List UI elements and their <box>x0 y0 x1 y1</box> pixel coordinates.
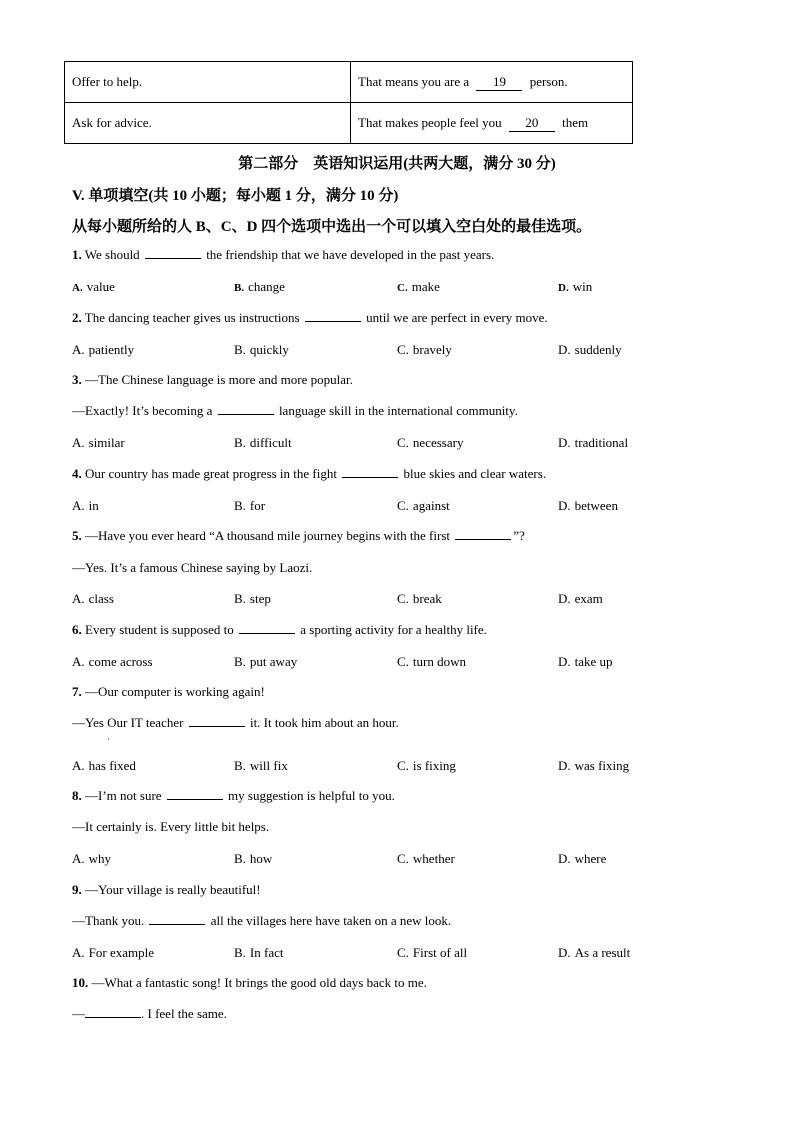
option-d[interactable] <box>558 591 603 607</box>
option-a[interactable] <box>72 498 99 514</box>
option-letter: C. <box>397 654 409 669</box>
option-text: difficult <box>249 435 292 450</box>
question-text: —I’m not sure <box>85 788 162 803</box>
question-text: —Exactly! It’s becoming a <box>72 403 213 418</box>
option-letter: B. <box>234 654 246 669</box>
option-a[interactable] <box>72 435 125 451</box>
question-number: 4. <box>72 466 82 481</box>
question-number: 8. <box>72 788 82 803</box>
question-8 <box>72 788 395 804</box>
option-letter: D. <box>558 342 571 357</box>
question-text: Every student is supposed to <box>85 622 234 637</box>
option-letter: C. <box>397 945 409 960</box>
question-text: language skill in the international community. <box>278 403 518 418</box>
option-text: step <box>249 591 271 606</box>
option-text: was fixing <box>574 758 630 773</box>
question-number: 7. <box>72 684 82 699</box>
option-c[interactable] <box>397 591 442 607</box>
option-text: will fix <box>249 758 288 773</box>
option-text: For example <box>88 945 154 960</box>
question-number: 2. <box>72 310 82 325</box>
answer-blank[interactable] <box>145 247 201 259</box>
section-title: 第二部分 英语知识运用(共两大题，满分 30 分) <box>238 156 556 172</box>
communication-table <box>64 61 633 144</box>
option-letter: D. <box>558 435 571 450</box>
question-text: The dancing teacher gives us instructions <box>84 310 300 325</box>
question-text: Our country has made great progress in the fight <box>85 466 337 481</box>
question-text: the friendship that we have developed in the past years. <box>206 247 495 262</box>
option-letter: A. <box>72 435 85 450</box>
option-letter: B. <box>234 282 245 294</box>
option-text: change <box>248 279 285 294</box>
option-text: for <box>249 498 266 513</box>
option-letter: D. <box>558 945 571 960</box>
cell-text: That means you are a <box>358 73 470 89</box>
answer-blank[interactable] <box>167 788 223 800</box>
option-letter: A. <box>72 498 85 513</box>
option-c[interactable] <box>397 279 440 295</box>
option-text: bravely <box>412 342 452 357</box>
option-b[interactable] <box>234 342 289 358</box>
option-text: win <box>572 279 593 294</box>
question-10-reply <box>72 1006 227 1022</box>
answer-blank[interactable] <box>305 310 361 322</box>
question-5-reply <box>72 560 312 576</box>
answer-blank[interactable] <box>455 528 511 540</box>
option-c[interactable] <box>397 435 463 451</box>
question-number: 6. <box>72 622 82 637</box>
question-3-reply <box>72 403 518 419</box>
option-letter: A. <box>72 758 85 773</box>
option-b[interactable] <box>234 654 297 670</box>
question-number: 3. <box>72 372 82 387</box>
option-text: turn down <box>412 654 467 669</box>
option-letter: B. <box>234 498 246 513</box>
option-letter: C. <box>397 498 409 513</box>
option-d[interactable] <box>558 654 613 670</box>
question-text: —It certainly is. Every little bit helps. <box>72 819 270 834</box>
option-text: necessary <box>412 435 464 450</box>
table-cell-left: Offer to help. <box>65 62 351 103</box>
option-c[interactable] <box>397 851 455 867</box>
option-letter: A. <box>72 591 85 606</box>
answer-blank[interactable] <box>85 1006 141 1018</box>
question-text: —Have you ever heard “A thousand mile journey begins with the first <box>85 528 450 543</box>
option-b[interactable] <box>234 758 288 774</box>
question-text: all the villages here have taken on a new look. <box>210 913 452 928</box>
option-d[interactable] <box>558 498 618 514</box>
option-text: why <box>88 851 112 866</box>
question-8-reply <box>72 819 269 835</box>
option-letter: D. <box>558 654 571 669</box>
option-text: traditional <box>574 435 629 450</box>
option-letter: B. <box>234 851 246 866</box>
option-a[interactable] <box>72 945 154 961</box>
table-cell-right <box>351 103 633 144</box>
option-d[interactable] <box>558 851 606 867</box>
option-b[interactable] <box>234 591 271 607</box>
option-text: how <box>249 851 273 866</box>
question-1 <box>72 247 494 263</box>
question-9 <box>72 882 261 898</box>
option-a[interactable] <box>72 758 136 774</box>
question-text: —What a fantastic song! It brings the good old days back to me. <box>91 975 427 990</box>
option-letter: D. <box>558 498 571 513</box>
question-text: —Yes. It’s a famous Chinese saying by Laozi. <box>72 560 313 575</box>
option-text: whether <box>412 851 455 866</box>
option-text: As a result <box>574 945 631 960</box>
option-a[interactable] <box>72 591 114 607</box>
question-text: my suggestion is helpful to you. <box>228 788 395 803</box>
option-text: exam <box>574 591 603 606</box>
option-text: break <box>412 591 442 606</box>
option-text: First of all <box>412 945 468 960</box>
option-d[interactable] <box>558 945 630 961</box>
option-letter: A. <box>72 945 85 960</box>
table-cell-left: Ask for advice. <box>65 103 351 144</box>
question-text: a sporting activity for a healthy life. <box>300 622 487 637</box>
question-text: — <box>72 1006 85 1021</box>
option-text: In fact <box>249 945 284 960</box>
question-4 <box>72 466 546 482</box>
option-text: where <box>574 851 607 866</box>
answer-blank[interactable] <box>342 466 398 478</box>
question-text: until we are perfect in every move. <box>366 310 548 325</box>
table-row <box>65 103 633 144</box>
question-7-reply <box>72 715 399 731</box>
option-d[interactable] <box>558 435 628 451</box>
question-text: . I feel the same. <box>141 1006 227 1021</box>
option-letter: D. <box>558 591 571 606</box>
question-text: We should <box>84 247 140 262</box>
answer-blank[interactable] <box>218 403 274 415</box>
option-b[interactable] <box>234 851 272 867</box>
option-b[interactable] <box>234 498 265 514</box>
option-d[interactable] <box>558 758 629 774</box>
option-letter: A. <box>72 851 85 866</box>
option-text: has fixed <box>88 758 136 773</box>
option-text: take up <box>574 654 613 669</box>
option-letter: C. <box>397 591 409 606</box>
option-text: come across <box>88 654 153 669</box>
option-letter: D. <box>558 851 571 866</box>
question-10 <box>72 975 427 991</box>
answer-blank[interactable] <box>149 913 205 925</box>
option-c[interactable] <box>397 654 466 670</box>
option-letter: C. <box>397 435 409 450</box>
option-letter: C. <box>397 851 409 866</box>
option-letter: B. <box>234 945 246 960</box>
option-d[interactable] <box>558 279 592 295</box>
option-letter: C. <box>397 282 408 294</box>
question-text: —The Chinese language is more and more popular. <box>85 372 353 387</box>
option-letter: C. <box>397 758 409 773</box>
table-row <box>65 62 633 103</box>
option-a[interactable] <box>72 279 115 295</box>
option-text: patiently <box>88 342 135 357</box>
question-2 <box>72 310 548 326</box>
question-5 <box>72 528 525 544</box>
option-letter: D. <box>558 758 571 773</box>
option-text: similar <box>88 435 125 450</box>
option-letter: A. <box>72 654 85 669</box>
table-cell-right <box>351 62 633 103</box>
option-b[interactable] <box>234 435 292 451</box>
option-letter: A. <box>72 342 85 357</box>
option-b[interactable] <box>234 945 283 961</box>
option-a[interactable] <box>72 654 153 670</box>
question-number: 1. <box>72 247 82 262</box>
question-text: —Yes Our IT teacher <box>72 715 184 730</box>
instruction: 从每小题所给的人 B、C、D 四个选项中选出一个可以填入空白处的最佳选项。 <box>72 219 592 235</box>
question-number: 5. <box>72 528 82 543</box>
answer-blank: 20 <box>509 115 555 132</box>
option-letter: B. <box>234 591 246 606</box>
question-number: 10. <box>72 975 89 990</box>
question-number: 9. <box>72 882 82 897</box>
answer-blank[interactable] <box>189 715 245 727</box>
answer-blank: 19 <box>476 74 522 91</box>
question-6 <box>72 622 487 638</box>
question-9-reply <box>72 913 451 929</box>
option-a[interactable] <box>72 851 111 867</box>
option-text: between <box>574 498 618 513</box>
option-letter: B. <box>234 758 246 773</box>
option-a[interactable] <box>72 342 134 358</box>
option-c[interactable] <box>397 498 450 514</box>
option-letter: B. <box>234 435 246 450</box>
option-text: quickly <box>249 342 289 357</box>
part-heading: V. 单项填空(共 10 小题；每小题 1 分，满分 10 分) <box>72 188 399 204</box>
option-b[interactable] <box>234 279 285 295</box>
cell-text: That makes people feel you <box>358 114 502 130</box>
option-letter: B. <box>234 342 246 357</box>
question-text: —Your village is really beautiful! <box>85 882 261 897</box>
option-text: value <box>86 279 115 294</box>
option-letter: C. <box>397 342 409 357</box>
question-7 <box>72 684 265 700</box>
option-text: make <box>411 279 440 294</box>
question-text: —Our computer is working again! <box>85 684 265 699</box>
question-3 <box>72 372 353 388</box>
option-d[interactable] <box>558 342 622 358</box>
question-text: ”? <box>513 528 525 543</box>
option-c[interactable] <box>397 758 456 774</box>
option-c[interactable] <box>397 945 467 961</box>
option-letter: D. <box>558 282 569 294</box>
option-letter: A. <box>72 282 83 294</box>
option-c[interactable] <box>397 342 452 358</box>
question-text: it. It took him about an hour. <box>249 715 399 730</box>
stray-dot: · <box>107 734 110 744</box>
cell-text: them <box>562 114 589 130</box>
option-text: is fixing <box>412 758 456 773</box>
answer-blank[interactable] <box>239 622 295 634</box>
option-text: against <box>412 498 450 513</box>
cell-text: person. <box>529 73 568 89</box>
question-text: blue skies and clear waters. <box>403 466 547 481</box>
option-text: class <box>88 591 114 606</box>
option-text: suddenly <box>574 342 622 357</box>
question-text: —Thank you. <box>72 913 145 928</box>
option-text: in <box>88 498 99 513</box>
option-text: put away <box>249 654 298 669</box>
